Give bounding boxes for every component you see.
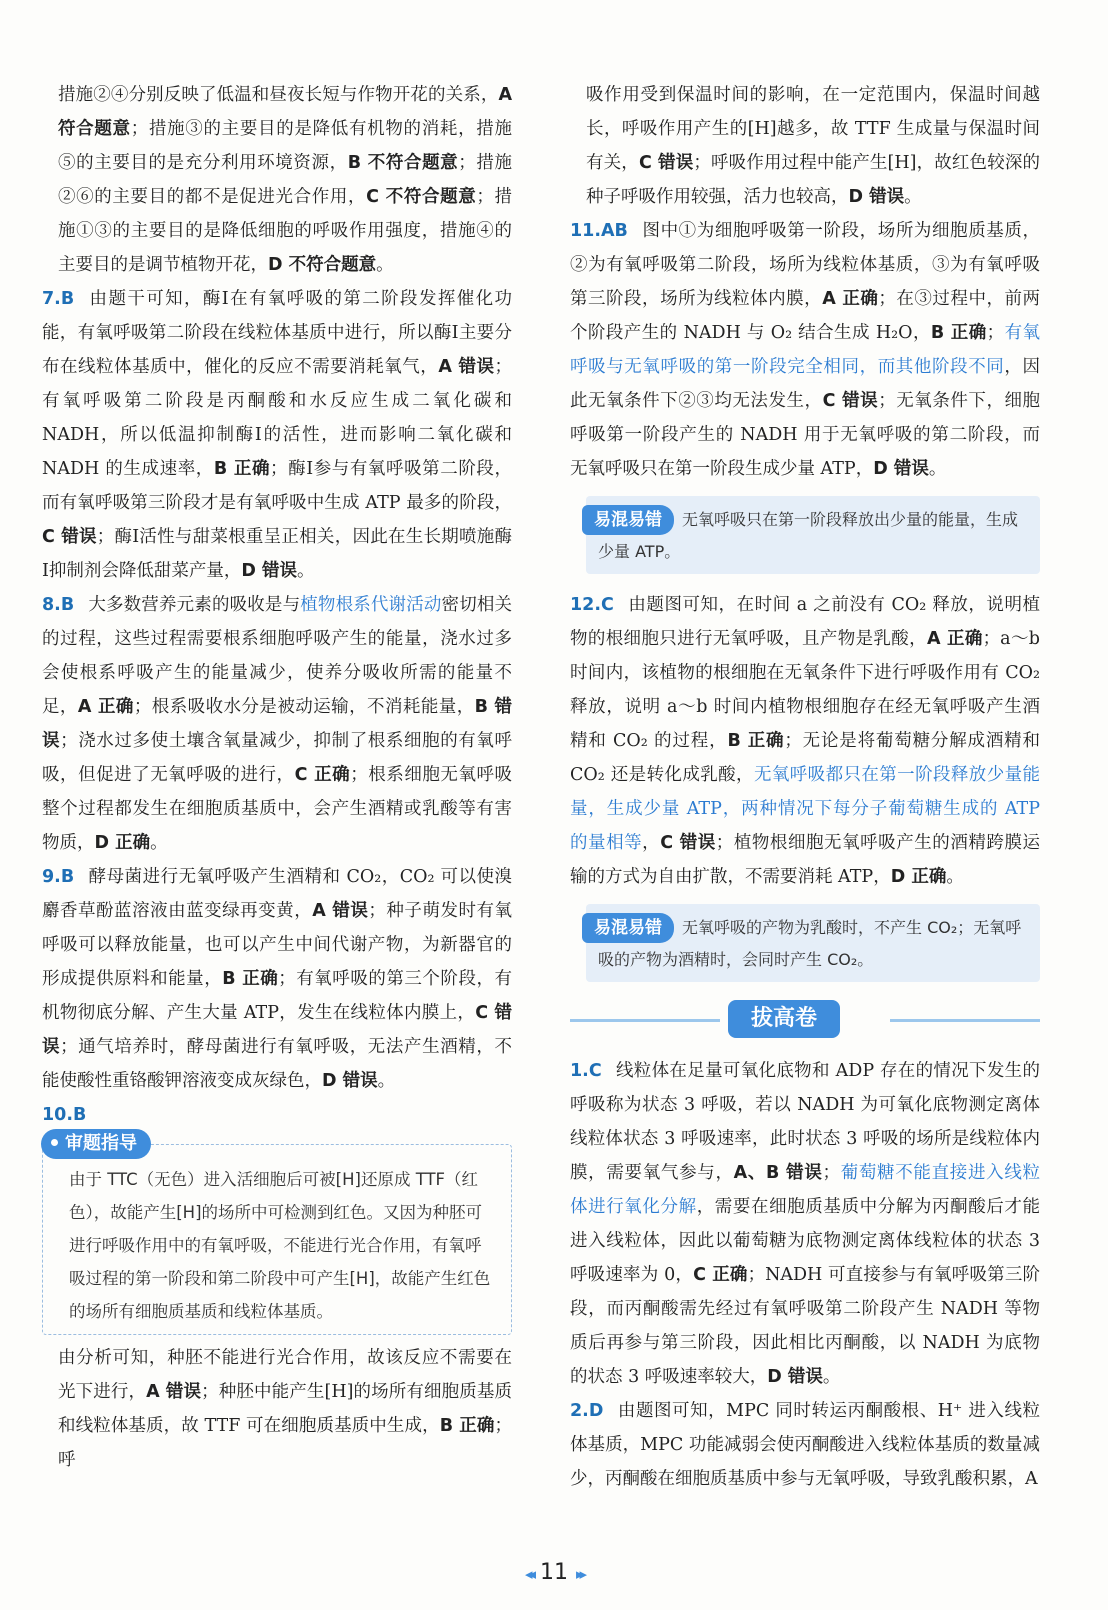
page-footer: [0, 1560, 1108, 1585]
answer-number: 10.B: [42, 1105, 87, 1125]
answer-number: 9.B: [42, 867, 75, 887]
prev-arrows-icon: ◂◂: [524, 1565, 532, 1583]
page-number: 11: [540, 1560, 568, 1585]
mistake-tag: 易混易错: [582, 505, 674, 535]
section-heading: [570, 996, 1040, 1044]
hint-tag: 审题指导: [41, 1129, 151, 1159]
answer-q12: 12.C 由题图可知，在时间 a 之前没有 CO₂ 释放，说明植物的根细胞只进行无氧呼吸，且产物是乳酸，A 正确；a～b 时间内，该植物的根细胞在无氧条件下进行呼吸作用有 CO₂ 释放，说明 a～b 时间内植物根细胞存在经无氧呼吸产生酒精和 CO₂ 的过程，B 正确；无论是将葡萄糖分解成酒精和 CO₂ 还是转化成乳酸，无氧呼吸都只在第一阶段释放少量能量，生成少量 ATP，两种情况下每分子葡萄糖生成的 ATP 的量相等，C 错误；植物根细胞无氧呼吸产生的酒精跨膜运输的方式为自由扩散，不需要消耗 ATP，D 正确。: [570, 595, 1041, 887]
answer-q8: 8.B 大多数营养元素的吸收是与植物根系代谢活动密切相关的过程，这些过程需要根系细胞呼吸产生的能量，浇水过多会使根系呼吸产生的能量减少，使养分吸收所需的能量不足，A 正确；根系吸收水分是被动运输，不消耗能量，B 错误；浇水过多使土壤含氧量减少，抑制了根系细胞的有氧呼吸，但促进了无氧呼吸的进行，C 正确；根系细胞无氧呼吸整个过程都发生在细胞质基质中，会产生酒精或乳酸等有害物质，D 正确。: [42, 595, 513, 853]
answer-q10: [42, 1098, 512, 1132]
answer-number: 8.B: [42, 595, 75, 615]
divider: [570, 1019, 720, 1022]
left-column: [42, 78, 512, 1477]
hint-box: [42, 1133, 512, 1335]
answer-q9: 9.B 酵母菌进行无氧呼吸产生酒精和 CO₂，CO₂ 可以使溴麝香草酚蓝溶液由蓝变绿再变黄，A 错误；种子萌发时有氧呼吸可以释放能量，也可以产生中间代谢产物，为新器官的形成提供原料和能量，B 正确；有氧呼吸的第三个阶段，有机物彻底分解、产生大量 ATP，发生在线粒体内膜上，C 错误；通气培养时，酵母菌进行有氧呼吸，无法产生酒精，不能使酸性重铬酸钾溶液变成灰绿色，D 错误。: [42, 867, 513, 1091]
hint-text: 由于 TTC（无色）进入活细胞后可被[H]还原成 TTF（红色），故能产生[H]的场所中可检测到红色。又因为种胚可进行呼吸作用中的有氧呼吸，不能进行光合作用，有氧呼吸过程的第一阶段和第二阶段中可产生[H]，故能产生红色的场所有细胞质基质和线粒体基质。: [69, 1170, 491, 1321]
mistake-box-q11: [586, 496, 1040, 574]
answer-number: 2.D: [570, 1401, 604, 1421]
next-arrows-icon: ▸▸: [576, 1565, 584, 1583]
answer-number: 1.C: [570, 1061, 602, 1081]
mistake-text: 无氧呼吸只在第一阶段释放出少量的能量，生成少量 ATP。: [598, 510, 1019, 561]
answer-q10-continued: 吸作用受到保温时间的影响，在一定范围内，保温时间越长，呼吸作用产生的[H]越多，故 TTF 生成量与保温时间有关，C 错误；呼吸作用过程中能产生[H]，故红色较深的种子呼吸作用较强，活力也较高，D 错误。: [586, 85, 1041, 207]
answer-q11: 11.AB 图中①为细胞呼吸第一阶段，场所为细胞质基质，②为有氧呼吸第二阶段，场所为线粒体基质，③为有氧呼吸第三阶段，场所为线粒体内膜，A 正确；在③过程中，前两个阶段产生的 NADH 与 O₂ 结合生成 H₂O，B 正确；有氧呼吸与无氧呼吸的第一阶段完全相同，而其他阶段不同，因此无氧条件下②③均无法发生，C 错误；无氧条件下，细胞呼吸第一阶段产生的 NADH 用于无氧呼吸的第二阶段，而无氧呼吸只在第一阶段生成少量 ATP，D 错误。: [570, 221, 1041, 479]
answer-number: 7.B: [42, 289, 75, 309]
answer-number: 12.C: [570, 595, 614, 615]
answer-adv-1: 1.C 线粒体在足量可氧化底物和 ADP 存在的情况下发生的呼吸称为状态 3 呼吸，若以 NADH 为可氧化底物测定离体线粒体状态 3 呼吸速率，此时状态 3 呼吸的场所是线粒体内膜，需要氧气参与，A、B 错误；葡萄糖不能直接进入线粒体进行氧化分解，需要在细胞质基质中分解为丙酮酸后才能进入线粒体，因此以葡萄糖为底物测定离体线粒体的状态 3 呼吸速率为 0，C 正确；NADH 可直接参与有氧呼吸第三阶段，而丙酮酸需先经过有氧呼吸第二阶段产生 NADH 等物质后再参与第三阶段，因此相比丙酮酸，以 NADH 为底物的状态 3 呼吸速率较大，D 错误。: [570, 1061, 1041, 1387]
answer-adv-2: 2.D 由题图可知，MPC 同时转运丙酮酸根、H⁺ 进入线粒体基质，MPC 功能减弱会使丙酮酸进入线粒体基质的数量减少，丙酮酸在细胞质基质中参与无氧呼吸，导致乳酸积累，A: [570, 1401, 1040, 1489]
paragraph-q6-continued: 措施②④分别反映了低温和昼夜长短与作物开花的关系，A 符合题意；措施③的主要目的是降低有机物的消耗，措施⑤的主要目的是充分利用环境资源，B 不符合题意；措施②⑥的主要目的都不是促进光合作用，C 不符合题意；措施①③的主要目的是降低细胞的呼吸作用强度，措施④的主要目的是调节植物开花，D 不符合题意。: [58, 85, 513, 275]
mistake-box-q12: [586, 904, 1040, 982]
mistake-tag: 易混易错: [582, 913, 674, 943]
right-column: [570, 78, 1040, 1496]
answer-number: 11.AB: [570, 221, 628, 241]
answer-q10-body: 由分析可知，种胚不能进行光合作用，故该反应不需要在光下进行，A 错误；种胚中能产生[H]的场所有细胞质基质和线粒体基质，故 TTF 可在细胞质基质中生成，B 正确；呼: [58, 1348, 513, 1470]
section-title: 拔高卷: [728, 1000, 840, 1038]
answer-q7: 7.B 由题干可知，酶Ⅰ在有氧呼吸的第二阶段发挥催化功能，有氧呼吸第二阶段在线粒体基质中进行，所以酶Ⅰ主要分布在线粒体基质中，催化的反应不需要消耗氧气，A 错误；有氧呼吸第二阶段是丙酮酸和水反应生成二氧化碳和 NADH，所以低温抑制酶Ⅰ的活性，进而影响二氧化碳和 NADH 的生成速率，B 正确；酶Ⅰ参与有氧呼吸第二阶段，而有氧呼吸第三阶段才是有氧呼吸中生成 ATP 最多的阶段，C 错误；酶Ⅰ活性与甜菜根重呈正相关，因此在生长期喷施酶Ⅰ抑制剂会降低甜菜产量，D 错误。: [42, 289, 513, 581]
mistake-text: 无氧呼吸的产物为乳酸时，不产生 CO₂；无氧呼吸的产物为酒精时，会同时产生 CO₂。: [598, 918, 1022, 969]
divider: [890, 1019, 1040, 1022]
